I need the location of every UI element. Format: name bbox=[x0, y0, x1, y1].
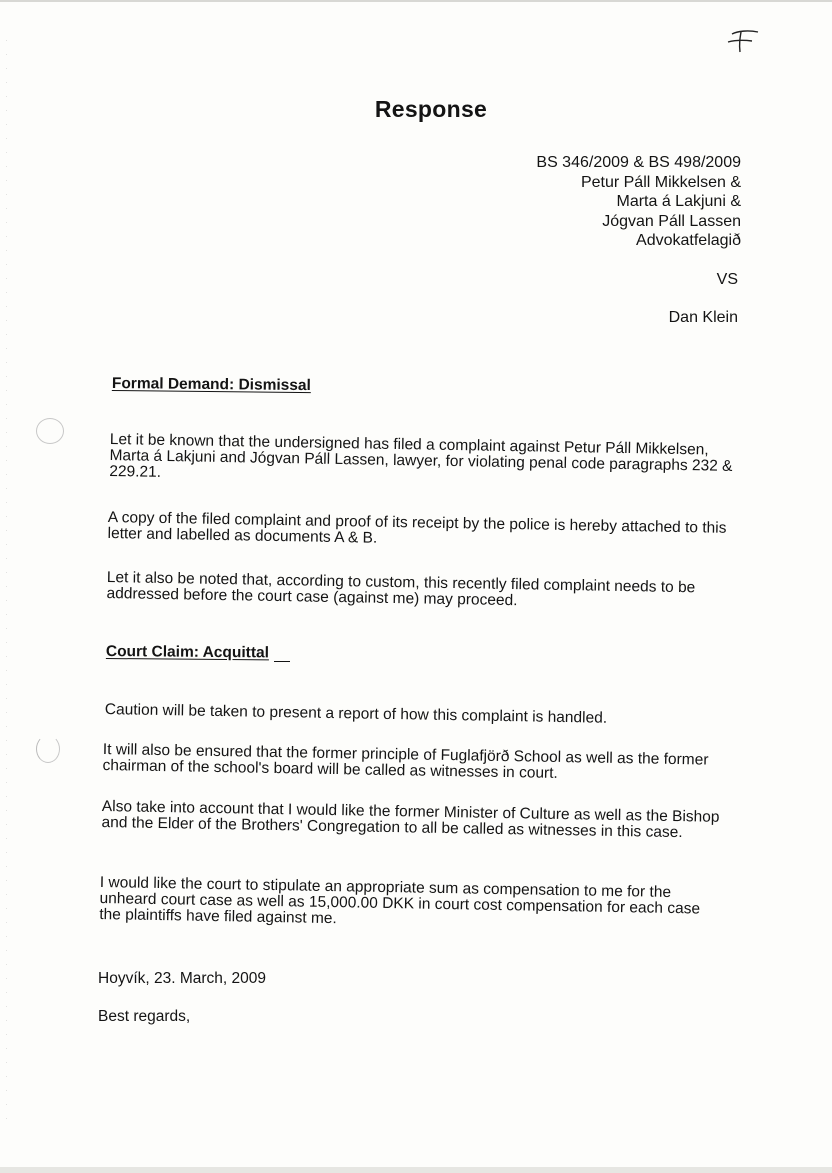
paragraph: A copy of the filed complaint and proof of its receipt by the police is hereby attached to this letter and labelled as documents A & B. bbox=[107, 509, 727, 547]
underline-extension bbox=[274, 661, 290, 662]
versus-label: VS bbox=[716, 271, 738, 288]
case-reference-block bbox=[536, 153, 741, 251]
plaintiff-organization: Advokatfelagið bbox=[636, 232, 741, 249]
plaintiff-name: Marta á Lakjuni & bbox=[616, 193, 741, 210]
punch-hole-mark bbox=[36, 735, 60, 763]
paragraph: I would like the court to stipulate an appropriate sum as compensation to me for the unheard court case as well as 15,000.00 DKK in court cost compensation for each case the plaintiffs have filed against me. bbox=[99, 874, 701, 928]
document-title: Response bbox=[374, 96, 488, 122]
scan-top-edge bbox=[0, 0, 832, 2]
section-heading-dismissal: Formal Demand: Dismissal bbox=[111, 375, 311, 395]
paragraph: Also take into account that I would like the former Minister of Culture as well as the Bishop and the Elder of the Brothers' Congregation to all be called as witnesses in this case. bbox=[101, 798, 720, 842]
paragraph: It will also be ensured that the former principle of Fuglafjörð School as well as the former chairman of the school's board will be called as witnesses in court. bbox=[102, 741, 709, 782]
paragraph: Caution will be taken to present a report of how this complaint is handled. bbox=[104, 701, 608, 727]
paragraph: Let it also be noted that, according to custom, this recently filed complaint needs to be addressed before the court case (against me) may proceed. bbox=[106, 569, 696, 610]
scan-bottom-edge bbox=[0, 1167, 832, 1173]
scan-left-edge bbox=[6, 40, 7, 1120]
plaintiff-name: Jógvan Páll Lassen bbox=[602, 212, 741, 230]
section-heading-acquittal: Court Claim: Acquittal bbox=[105, 643, 270, 662]
handwritten-f-mark bbox=[724, 22, 764, 56]
plaintiff-name: Petur Páll Mikkelsen & bbox=[580, 173, 741, 191]
place-and-date: Hoyvík, 23. March, 2009 bbox=[98, 970, 266, 987]
case-numbers: BS 346/2009 & BS 498/2009 bbox=[536, 154, 741, 171]
closing-salutation: Best regards, bbox=[98, 1008, 191, 1025]
punch-hole-mark bbox=[36, 418, 64, 444]
paragraph: Let it be known that the undersigned has filed a complaint against Petur Páll Mikkelsen, Marta á Lakjuni and Jógvan Páll Lassen, lawyer, for violating penal code paragraphs 232 & 229.21. bbox=[109, 431, 733, 481]
defendant-name: Dan Klein bbox=[668, 309, 738, 326]
